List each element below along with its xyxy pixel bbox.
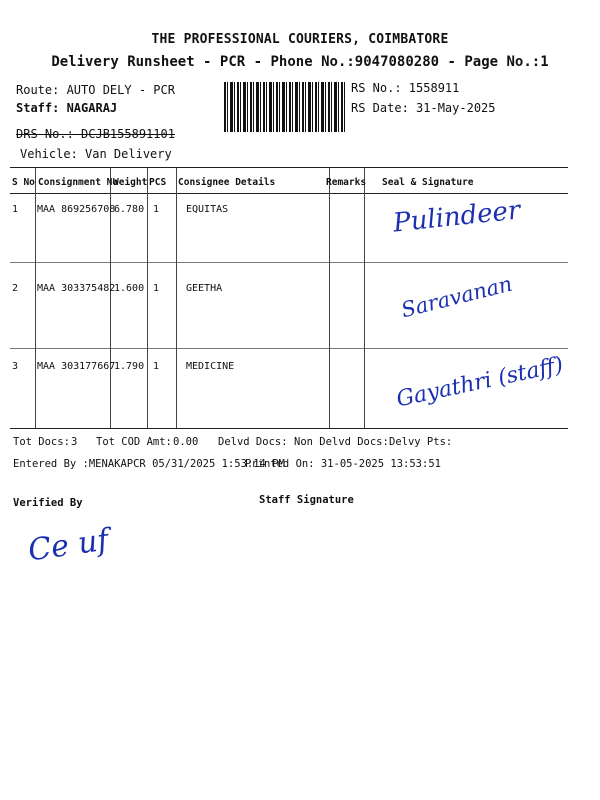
row-consignee: GEETHA bbox=[186, 283, 223, 294]
col-weight: Weight bbox=[113, 177, 148, 188]
tot-cod-value: 0.00 bbox=[173, 436, 199, 448]
delvy-pts: Delvy Pts: bbox=[389, 436, 453, 448]
row-divider bbox=[10, 262, 568, 263]
barcode-icon bbox=[224, 82, 346, 132]
row-sno: 2 bbox=[12, 283, 19, 294]
entered-by: Entered By :MENAKAPCR 05/31/2025 1:53:14 PM bbox=[13, 458, 285, 470]
company-title: THE PROFESSIONAL COURIERS, COIMBATORE bbox=[151, 32, 449, 47]
table-header-border bbox=[10, 193, 568, 194]
verifier-signature: Ce uf bbox=[25, 522, 111, 569]
column-divider bbox=[329, 168, 330, 428]
vehicle: Vehicle: Van Delivery bbox=[20, 147, 172, 161]
row-consignee: MEDICINE bbox=[186, 361, 235, 372]
tot-cod-label: Tot COD Amt: bbox=[96, 436, 172, 448]
runsheet-title: Delivery Runsheet - PCR - Phone No.:9047080280 - Page No.:1 bbox=[51, 54, 549, 70]
tot-docs-value: 3 bbox=[71, 436, 78, 448]
col-consignee: Consignee Details bbox=[178, 177, 276, 188]
staff: Staff: NAGARAJ bbox=[16, 101, 118, 115]
printed-on: Printed On: 31-05-2025 13:53:51 bbox=[245, 458, 441, 470]
staff-signature-label: Staff Signature bbox=[259, 494, 354, 506]
row-divider bbox=[10, 348, 568, 349]
row-weight: 6.780 bbox=[114, 204, 145, 215]
row-signature: Pulindeer bbox=[391, 195, 522, 239]
rs-date: RS Date: 31-May-2025 bbox=[351, 101, 496, 115]
col-remarks: Remarks bbox=[326, 177, 367, 188]
non-delvd-docs: Non Delvd Docs: bbox=[294, 436, 389, 448]
table-top-border bbox=[10, 167, 568, 168]
col-sno: S No bbox=[12, 177, 35, 188]
rs-number: RS No.: 1558911 bbox=[351, 81, 460, 95]
row-pcs: 1 bbox=[153, 361, 160, 372]
row-sno: 1 bbox=[12, 204, 19, 215]
row-consignment: MAA 303177667 bbox=[37, 361, 116, 372]
row-sno: 3 bbox=[12, 361, 19, 372]
row-weight: 1.600 bbox=[114, 283, 145, 294]
table-bottom-border bbox=[10, 428, 568, 429]
verified-by-label: Verified By bbox=[13, 497, 83, 509]
column-divider bbox=[35, 168, 36, 428]
row-consignment: MAA 869256708 bbox=[37, 204, 116, 215]
col-pcs: PCS bbox=[149, 177, 167, 188]
row-weight: 1.790 bbox=[114, 361, 145, 372]
row-consignee: EQUITAS bbox=[186, 204, 229, 215]
row-pcs: 1 bbox=[153, 204, 160, 215]
row-signature: Saravanan bbox=[398, 271, 515, 323]
column-divider bbox=[147, 168, 148, 428]
drs-number: DRS No.: DCJB155891101 bbox=[16, 127, 175, 141]
col-consignment: Consignment No bbox=[38, 177, 119, 188]
column-divider bbox=[364, 168, 365, 428]
row-signature: Gayathri (staff) bbox=[394, 352, 566, 413]
delvd-docs: Delvd Docs: bbox=[218, 436, 288, 448]
route: Route: AUTO DELY - PCR bbox=[16, 83, 175, 97]
row-consignment: MAA 303375482 bbox=[37, 283, 116, 294]
column-divider bbox=[176, 168, 177, 428]
row-pcs: 1 bbox=[153, 283, 160, 294]
col-signature: Seal & Signature bbox=[382, 177, 474, 188]
tot-docs-label: Tot Docs: bbox=[13, 436, 70, 448]
